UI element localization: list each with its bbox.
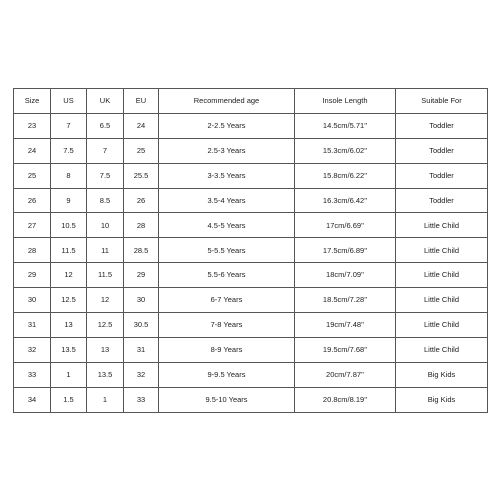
cell-recommended-age: 3-3.5 Years: [159, 163, 295, 188]
cell-uk: 12: [87, 288, 124, 313]
cell-insole-length: 20.8cm/8.19'': [295, 387, 396, 412]
cell-eu: 30.5: [124, 313, 159, 338]
cell-size: 23: [14, 113, 51, 138]
cell-suitable-for: Toddler: [396, 113, 488, 138]
cell-uk: 10: [87, 213, 124, 238]
table-body: [14, 113, 488, 412]
cell-uk: 7: [87, 138, 124, 163]
cell-suitable-for: Little Child: [396, 337, 488, 362]
cell-us: 8: [51, 163, 87, 188]
cell-us: 9: [51, 188, 87, 213]
table-row: [14, 337, 488, 362]
cell-us: 13.5: [51, 337, 87, 362]
table-row: [14, 313, 488, 338]
cell-size: 25: [14, 163, 51, 188]
header-size: Size: [14, 89, 51, 114]
cell-insole-length: 19.5cm/7.68'': [295, 337, 396, 362]
table-row: [14, 288, 488, 313]
cell-suitable-for: Toddler: [396, 163, 488, 188]
table-row: [14, 213, 488, 238]
header-us: US: [51, 89, 87, 114]
cell-insole-length: 17.5cm/6.89'': [295, 238, 396, 263]
cell-recommended-age: 4.5-5 Years: [159, 213, 295, 238]
cell-recommended-age: 8-9 Years: [159, 337, 295, 362]
cell-size: 26: [14, 188, 51, 213]
size-chart-table: [13, 88, 488, 413]
table-row: [14, 188, 488, 213]
cell-us: 12.5: [51, 288, 87, 313]
cell-uk: 6.5: [87, 113, 124, 138]
cell-uk: 8.5: [87, 188, 124, 213]
cell-eu: 30: [124, 288, 159, 313]
cell-size: 31: [14, 313, 51, 338]
cell-eu: 26: [124, 188, 159, 213]
cell-size: 32: [14, 337, 51, 362]
cell-eu: 28: [124, 213, 159, 238]
cell-eu: 32: [124, 362, 159, 387]
cell-recommended-age: 5-5.5 Years: [159, 238, 295, 263]
table-row: [14, 362, 488, 387]
cell-suitable-for: Little Child: [396, 263, 488, 288]
cell-recommended-age: 2.5-3 Years: [159, 138, 295, 163]
cell-uk: 11.5: [87, 263, 124, 288]
cell-size: 24: [14, 138, 51, 163]
table-row: [14, 138, 488, 163]
cell-us: 1: [51, 362, 87, 387]
cell-eu: 24: [124, 113, 159, 138]
header-row: [14, 89, 488, 114]
cell-insole-length: 20cm/7.87'': [295, 362, 396, 387]
cell-suitable-for: Little Child: [396, 288, 488, 313]
cell-suitable-for: Toddler: [396, 188, 488, 213]
cell-recommended-age: 3.5-4 Years: [159, 188, 295, 213]
header-eu: EU: [124, 89, 159, 114]
cell-insole-length: 15.3cm/6.02'': [295, 138, 396, 163]
cell-recommended-age: 7-8 Years: [159, 313, 295, 338]
header-insole-length: Insole Length: [295, 89, 396, 114]
cell-size: 34: [14, 387, 51, 412]
cell-suitable-for: Little Child: [396, 238, 488, 263]
table-row: [14, 387, 488, 412]
table-row: [14, 263, 488, 288]
cell-insole-length: 14.5cm/5.71'': [295, 113, 396, 138]
cell-size: 27: [14, 213, 51, 238]
cell-size: 29: [14, 263, 51, 288]
cell-eu: 31: [124, 337, 159, 362]
cell-suitable-for: Little Child: [396, 313, 488, 338]
cell-suitable-for: Big Kids: [396, 362, 488, 387]
header-suitable-for: Suitable For: [396, 89, 488, 114]
cell-eu: 28.5: [124, 238, 159, 263]
table-row: [14, 238, 488, 263]
cell-us: 7.5: [51, 138, 87, 163]
cell-insole-length: 16.3cm/6.42'': [295, 188, 396, 213]
table-row: [14, 113, 488, 138]
cell-size: 28: [14, 238, 51, 263]
cell-eu: 25: [124, 138, 159, 163]
cell-insole-length: 15.8cm/6.22'': [295, 163, 396, 188]
cell-uk: 11: [87, 238, 124, 263]
cell-uk: 12.5: [87, 313, 124, 338]
cell-recommended-age: 9-9.5 Years: [159, 362, 295, 387]
cell-insole-length: 18cm/7.09'': [295, 263, 396, 288]
cell-recommended-age: 9.5-10 Years: [159, 387, 295, 412]
cell-eu: 29: [124, 263, 159, 288]
cell-us: 7: [51, 113, 87, 138]
cell-suitable-for: Little Child: [396, 213, 488, 238]
cell-size: 33: [14, 362, 51, 387]
header-recommended-age: Recommended age: [159, 89, 295, 114]
cell-suitable-for: Toddler: [396, 138, 488, 163]
cell-recommended-age: 6-7 Years: [159, 288, 295, 313]
cell-uk: 7.5: [87, 163, 124, 188]
cell-us: 1.5: [51, 387, 87, 412]
cell-eu: 25.5: [124, 163, 159, 188]
cell-insole-length: 19cm/7.48'': [295, 313, 396, 338]
cell-suitable-for: Big Kids: [396, 387, 488, 412]
header-uk: UK: [87, 89, 124, 114]
cell-uk: 13.5: [87, 362, 124, 387]
cell-us: 10.5: [51, 213, 87, 238]
cell-insole-length: 18.5cm/7.28'': [295, 288, 396, 313]
cell-eu: 33: [124, 387, 159, 412]
cell-insole-length: 17cm/6.69'': [295, 213, 396, 238]
table-row: [14, 163, 488, 188]
cell-us: 12: [51, 263, 87, 288]
cell-uk: 1: [87, 387, 124, 412]
cell-size: 30: [14, 288, 51, 313]
cell-recommended-age: 5.5-6 Years: [159, 263, 295, 288]
cell-uk: 13: [87, 337, 124, 362]
cell-us: 11.5: [51, 238, 87, 263]
cell-recommended-age: 2-2.5 Years: [159, 113, 295, 138]
cell-us: 13: [51, 313, 87, 338]
